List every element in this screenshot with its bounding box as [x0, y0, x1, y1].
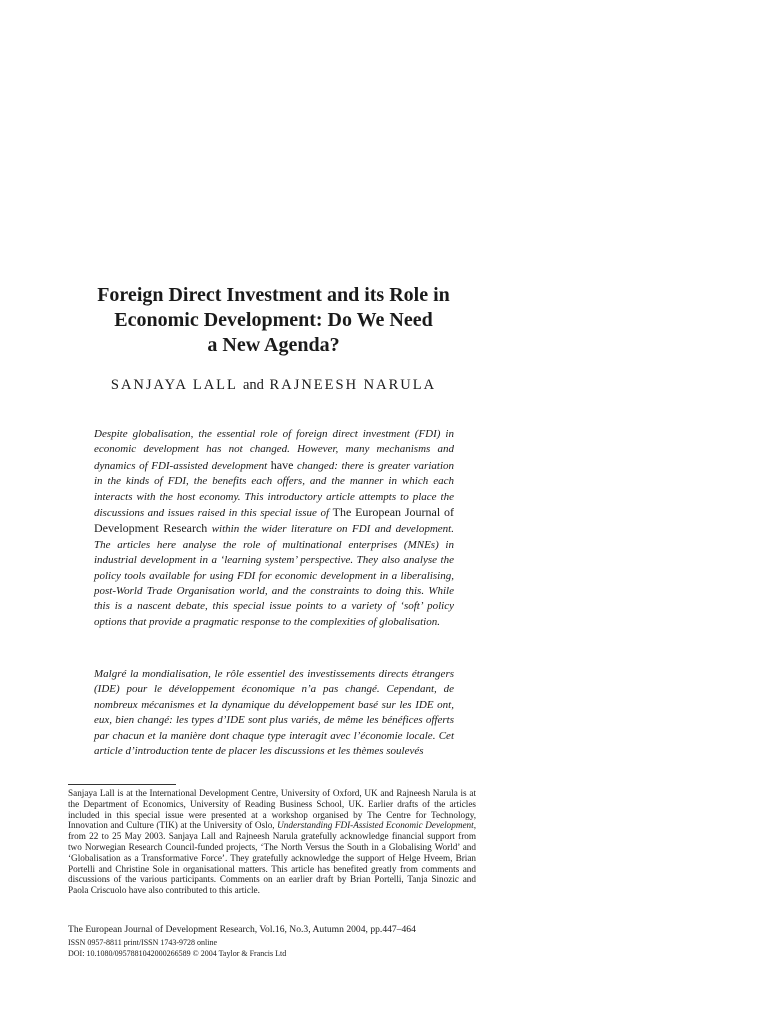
journal-issn: ISSN 0957-8811 print/ISSN 1743-9728 online: [68, 938, 218, 947]
footnote-divider: [68, 784, 176, 785]
abstract-en-journal-name: The European Journal of Development Research: [94, 505, 454, 536]
abstract-en-emphasis: have: [270, 457, 294, 472]
journal-doi: DOI: 10.1080/0957881042000266589 © 2004 Taylor & Francis Ltd: [68, 948, 287, 958]
footnote-workshop-title: Understanding FDI-Assisted Economic Development: [277, 820, 474, 831]
journal-citation: The European Journal of Development Research, Vol.16, No.3, Autumn 2004, pp.447–464: [68, 924, 416, 935]
abstract-english: [94, 427, 454, 630]
author-footnote: [68, 788, 476, 896]
author-conjunction: and: [242, 377, 264, 393]
abstract-en-part-1: Despite globalisation, the essential role of foreign direct investment (FDI) in economic development has not changed. However, many mechanisms and dynamics of FDI-assisted development: [94, 428, 454, 472]
author-name-1: SANJAYA LALL: [110, 377, 238, 393]
author-line: [60, 377, 487, 394]
footnote-part-1: Sanjaya Lall is at the International Development Centre, University of Oxford, UK and Rajneesh Narula is at the Department of Economics, University of Reading Business School, UK. Earlier drafts of the articles included in this special issue were presented at a workshop organised by The Centre for Technology, Innovation and Culture (TIK) at the University of Oslo,: [68, 788, 476, 831]
title-line-3: a New Agenda?: [207, 334, 340, 356]
title-line-2: Economic Development: Do We Need: [114, 309, 433, 331]
abstract-en-part-4: within the wider literature on FDI and development. The articles here analyse the role of multinational enterprises (MNEs) in industrial development in a ‘learning system’ perspective. They also analyse the policy tools available for using FDI for economic development in a liberalising, post-World Trade Organisation world, and the constraints to doing this. While this is a nascent debate, this special issue points to a variety of ‘soft’ policy options that provide a pragmatic response to the complexities of globalisation.: [94, 523, 454, 628]
abstract-en-part-3: changed: there is greater variation in the kinds of FDI, the benefits each offers, and the manner in which each interacts with the host economy. This introductory article attempts to place the discussions and issues raised in this special issue of: [94, 459, 454, 520]
footnote-part-2: , from 22 to 25 May 2003. Sanjaya Lall and Rajneesh Narula gratefully acknowledge financial support from two Norwegian Research Council-funded projects, ‘The North Versus the South in a Globalising World’ and ‘Globalisation as a Transformative Force’. They gratefully acknowledge the support of Helge Hveem, Brian Portelli and Christine Sole in organisational matters. This article has benefited greatly from comments and discussions of the various participants. Comments on an earlier draft by Brian Portelli, Tanja Sinozic and Paola Criscuolo have also contributed to this article.: [68, 820, 476, 896]
journal-imprint: [68, 924, 488, 959]
author-name-2: RAJNEESH NARULA: [269, 377, 437, 393]
title-line-1: Foreign Direct Investment and its Role in: [97, 284, 450, 306]
article-title: [60, 283, 487, 358]
abstract-french: Malgré la mondialisation, le rôle essentiel des investissements directs étrangers (IDE) pour le développement économique n’a pas changé. Cependant, de nombreux mécanismes et la dynamique du développement basé sur les IDE ont, eux, bien changé: les types d’IDE sont plus variés, de même les bénéfices offerts par chacun et la manière dont chaque type interagit avec l’économie locale. Cet article d’introduction tente de placer les discussions et les thèmes soulevés: [94, 668, 454, 758]
